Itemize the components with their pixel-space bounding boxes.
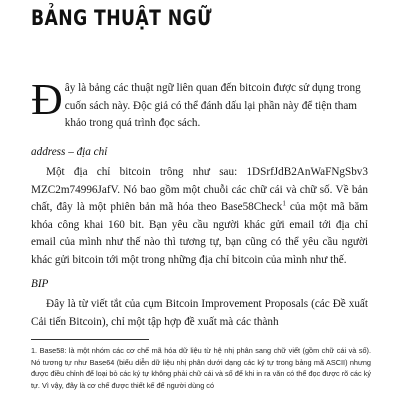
definition-text-continued: của một mã băm khóa công khai 160 bit. Bạn yêu cầu người khác gửi email tới địa chỉ email của mình như thế nào thì tương tự, bạn cũng có thể yêu cầu người khác gửi bitcoin tới một trong những địa chỉ bitcoin của mình như thế. <box>31 201 368 266</box>
footnote-reference[interactable]: 1 <box>282 199 286 208</box>
footnote: 1. Base58: là một nhóm các cơ chế mã hóa dữ liệu từ hệ nhị phân sang chữ viết (gồm chữ cái và số). Nó tương tự như Base64 (biểu diễn dữ liệu nhị phân dưới dạng các ký tự trong bảng mã ASCII) nhưng được điều chỉnh để loại bỏ các ký tự không phải chữ cái và số để khi in ra văn có thể đọc được rõ các ký tự. Vì vậy, đây là cơ chế được thiết kế để người dùng có <box>31 346 371 390</box>
glossary-definition-bip: Đây là từ viết tắt của cụm Bitcoin Improvement Proposals (các Đề xuất Cải tiến Bitcoin), chỉ một tập hợp đề xuất mà các thành <box>31 298 368 328</box>
intro-paragraph <box>31 75 371 133</box>
drop-cap: Đ <box>31 75 63 124</box>
glossary-definition-address <box>31 164 368 269</box>
glossary-term-address: address – địa chỉ <box>31 146 108 158</box>
intro-text: ây là bảng các thuật ngữ liên quan đến bitcoin được sử dụng trong cuốn sách này. Độc giả có thể đánh dấu lại phần này để tiện tham khảo trong quá trình đọc sách. <box>64 82 361 129</box>
definition-text: Một địa chỉ bitcoin trông như sau: 1DSrfJdB2AnWaFNgSbv3 MZC2m74996JafV. Nó bao gồm một chuỗi các chữ cái và chữ số. Về bản chất, đây là một phiên bản mã hóa theo Base58Check <box>31 166 368 213</box>
glossary-term-bip: BIP <box>31 278 49 290</box>
footnote-divider <box>31 339 149 340</box>
page-title: BẢNG THUẬT NGỮ <box>31 6 212 30</box>
